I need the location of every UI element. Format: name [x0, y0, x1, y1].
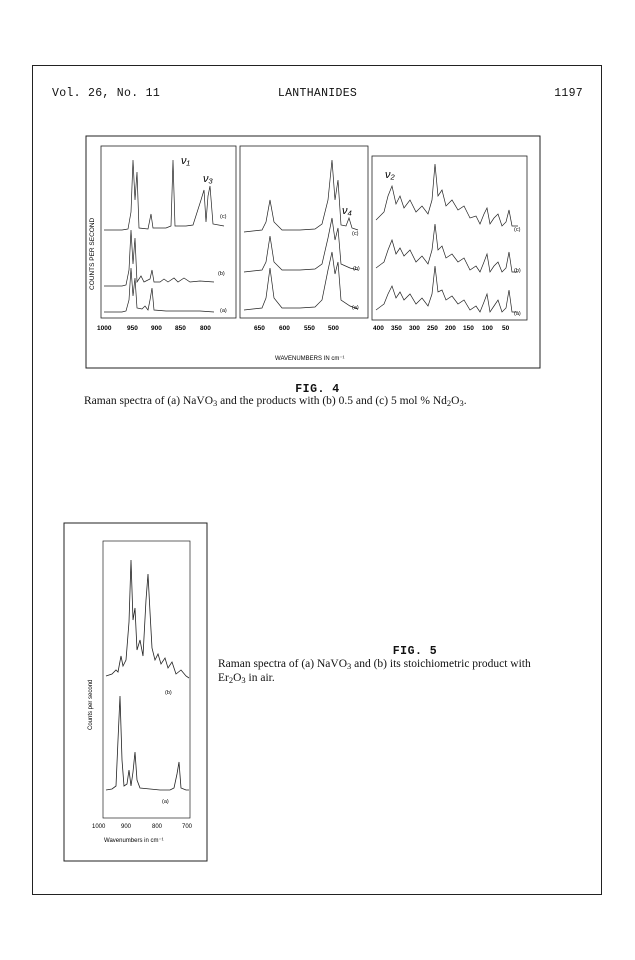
- fig5-label-b: (b): [165, 690, 172, 696]
- fig5-trace-a: [106, 696, 189, 790]
- panel-3-label-c: (c): [514, 227, 521, 233]
- annotation-nu3: ν₃: [203, 173, 213, 185]
- annotation-nu4: ν₄: [342, 205, 352, 217]
- fig5-xlabel: Wavenumbers in cm⁻¹: [104, 838, 164, 844]
- fig5-caption: Raman spectra of (a) NaVO3 and (b) its stoichiometric product with Er2O3 in air.: [218, 658, 531, 685]
- panel-1-tick: 850: [175, 325, 186, 332]
- panel-1-label-b: (b): [218, 271, 225, 277]
- fig5-label-a: (a): [162, 799, 169, 805]
- header-volume: Vol. 26, No. 11: [52, 87, 161, 100]
- panel-1-box: [101, 146, 236, 318]
- panel-2-box: [240, 146, 368, 318]
- panel-3-tick: 350: [391, 325, 402, 332]
- panel-1-tick: 900: [151, 325, 162, 332]
- panel-1-tick: 950: [127, 325, 138, 332]
- header-title: LANTHANIDES: [277, 87, 358, 100]
- panel-1-trace-a: [104, 268, 214, 312]
- panel-3-label-a: (a): [514, 311, 521, 317]
- panel-3-label-b: (b): [514, 268, 521, 274]
- panel-3-tick: 200: [445, 325, 456, 332]
- fig4-label: FIG. 4: [295, 383, 340, 396]
- fig5-label: FIG. 5: [392, 645, 438, 658]
- panel-3-trace-a: [376, 266, 518, 312]
- annotation-nu2: ν₂: [385, 169, 395, 181]
- panel-3-tick: 300: [409, 325, 420, 332]
- fig4-caption: Raman spectra of (a) NaVO3 and the products with (b) 0.5 and (c) 5 mol % Nd2O3.: [84, 395, 467, 408]
- header-page-number: 1197: [554, 87, 583, 100]
- fig5-tick: 1000: [92, 824, 106, 830]
- panel-2-tick: 650: [254, 325, 265, 332]
- panel-2-label-b: (b): [353, 266, 360, 272]
- panel-1-trace-c: [104, 160, 224, 230]
- panel-2-tick: 600: [279, 325, 290, 332]
- panel-2-trace-c: [244, 160, 358, 232]
- fig5-trace-b: [106, 560, 189, 678]
- panel-1-trace-b: [104, 230, 214, 286]
- fig4-xlabel: WAVENUMBERS IN cm⁻¹: [275, 356, 345, 362]
- panel-3-tick: 50: [502, 325, 510, 332]
- panel-3-tick: 150: [463, 325, 474, 332]
- figure-4-frame: [86, 136, 540, 368]
- panel-1-label-a: (a): [220, 308, 227, 314]
- fig5-tick: 800: [152, 824, 163, 830]
- panel-3-tick: 400: [373, 325, 384, 332]
- figure-5: [0, 520, 220, 865]
- panel-2-label-c: (c): [352, 231, 359, 237]
- panel-3-trace-c: [376, 164, 518, 226]
- panel-3-trace-b: [376, 224, 518, 272]
- panel-1-label-c: (c): [220, 214, 227, 220]
- figure-5-frame: [64, 523, 207, 861]
- panel-1-tick: 800: [200, 325, 211, 332]
- panel-1-tick: 1000: [97, 325, 112, 332]
- panel-2-trace-b: [244, 218, 358, 272]
- panel-2-label-a: (a): [352, 305, 359, 311]
- panel-3-tick: 250: [427, 325, 438, 332]
- panel-2-tick: 500: [328, 325, 339, 332]
- fig5-ylabel: Counts per second: [88, 679, 94, 730]
- fig4-ylabel: COUNTS PER SECOND: [89, 217, 96, 290]
- annotation-nu1: ν₁: [181, 155, 190, 167]
- fig5-tick: 700: [182, 824, 193, 830]
- panel-2-tick: 550: [304, 325, 315, 332]
- panel-3-tick: 100: [482, 325, 493, 332]
- fig5-tick: 900: [121, 824, 132, 830]
- figure-4: [0, 0, 635, 400]
